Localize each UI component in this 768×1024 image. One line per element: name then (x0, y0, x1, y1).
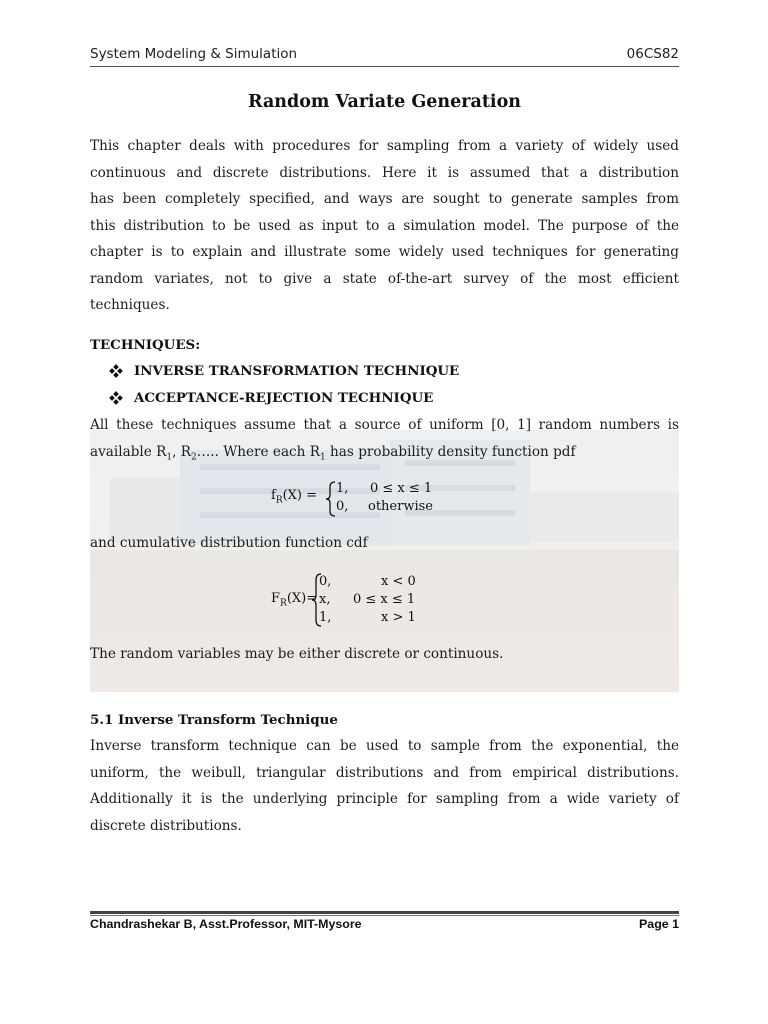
course-code: 06CS82 (626, 46, 679, 62)
diamond-bullet-icon (110, 365, 122, 377)
diamond-bullet-icon (110, 392, 122, 404)
section-line: Inverse transform technique can be used to sample from the exponential, the (90, 738, 679, 754)
cdf-case1-condition: x < 0 (381, 574, 416, 589)
pdf-lhs: $f_R(X)$ = (271, 488, 318, 506)
header-rule (90, 66, 679, 67)
uniform-text-b: , R (172, 443, 191, 460)
section-line: discrete distributions. (90, 817, 242, 834)
section-heading: 5.1 Inverse Transform Technique (90, 712, 338, 728)
cdf-case3-condition: x > 1 (381, 610, 416, 625)
subscript: 1 (319, 452, 326, 463)
intro-line: this distribution to be used as input to a simulation model. The purpose of the (90, 217, 679, 234)
course-title: System Modeling & Simulation (90, 46, 298, 62)
random-variables-text: The random variables may be either discrete or continuous. (90, 646, 504, 662)
intro-line: random variates, not to give a state of-the-art survey of the most efficient (90, 270, 679, 287)
page-number: Page 1 (639, 917, 679, 931)
uniform-line-2 (90, 439, 679, 466)
random-variables-paragraph (90, 641, 679, 668)
cdf-intro (90, 530, 679, 557)
uniform-text-d: has probability density function pdf (325, 443, 576, 460)
technique-label: INVERSE TRANSFORMATION TECHNIQUE (134, 363, 460, 379)
section-paragraph (90, 733, 679, 839)
page-header (90, 44, 679, 66)
section-line: Additionally it is the underlying principle for sampling from a wide variety of (90, 791, 679, 807)
footer-author: Chandrashekar B, Asst.Professor, MIT-Mysore (90, 917, 362, 931)
technique-label: ACCEPTANCE-REJECTION TECHNIQUE (134, 390, 434, 406)
intro-line: techniques. (90, 297, 170, 313)
intro-paragraph (90, 133, 679, 319)
technique-item (110, 390, 433, 406)
page-title: Random Variate Generation (248, 92, 521, 112)
cdf-lhs: $F_R(X)=$ (271, 591, 318, 609)
uniform-line-1: All these techniques assume that a source of uniform [0, 1] random numbers is (90, 417, 679, 433)
pdf-case1-condition: 0 ≤ x ≤ 1 (370, 481, 433, 496)
intro-line: chapter is to explain and illustrate some widely used techniques for generating (90, 244, 679, 260)
cdf-case3-value: 1, (319, 610, 332, 625)
techniques-heading: TECHNIQUES: (90, 337, 201, 353)
pdf-case2-value: 0, (336, 499, 349, 514)
section-line: uniform, the weibull, triangular distributions and from empirical distributions. (90, 764, 679, 781)
cdf-case2-value: x, (319, 592, 331, 607)
intro-line: has been completely specified, and ways are sought to generate samples from (90, 191, 679, 207)
subscript: 1 (166, 452, 173, 463)
cdf-case2-condition: 0 ≤ x ≤ 1 (353, 592, 416, 607)
uniform-paragraph (90, 412, 679, 465)
uniform-text-c: ….. Where each R (196, 443, 320, 460)
intro-line: This chapter deals with procedures for sampling from a variety of widely used (90, 138, 679, 154)
technique-item (110, 363, 459, 379)
intro-line: continuous and discrete distributions. Here it is assumed that a distribution (90, 164, 679, 181)
pdf-case2-condition: otherwise (368, 499, 433, 514)
uniform-text-a: available R (90, 443, 167, 460)
cdf-intro-text: and cumulative distribution function cdf (90, 535, 368, 551)
footer-rule-thin (90, 915, 679, 916)
pdf-case1-value: 1, (336, 481, 349, 496)
footer-rule (90, 911, 679, 914)
cdf-case1-value: 0, (319, 574, 332, 589)
subscript: 2 (190, 452, 197, 463)
